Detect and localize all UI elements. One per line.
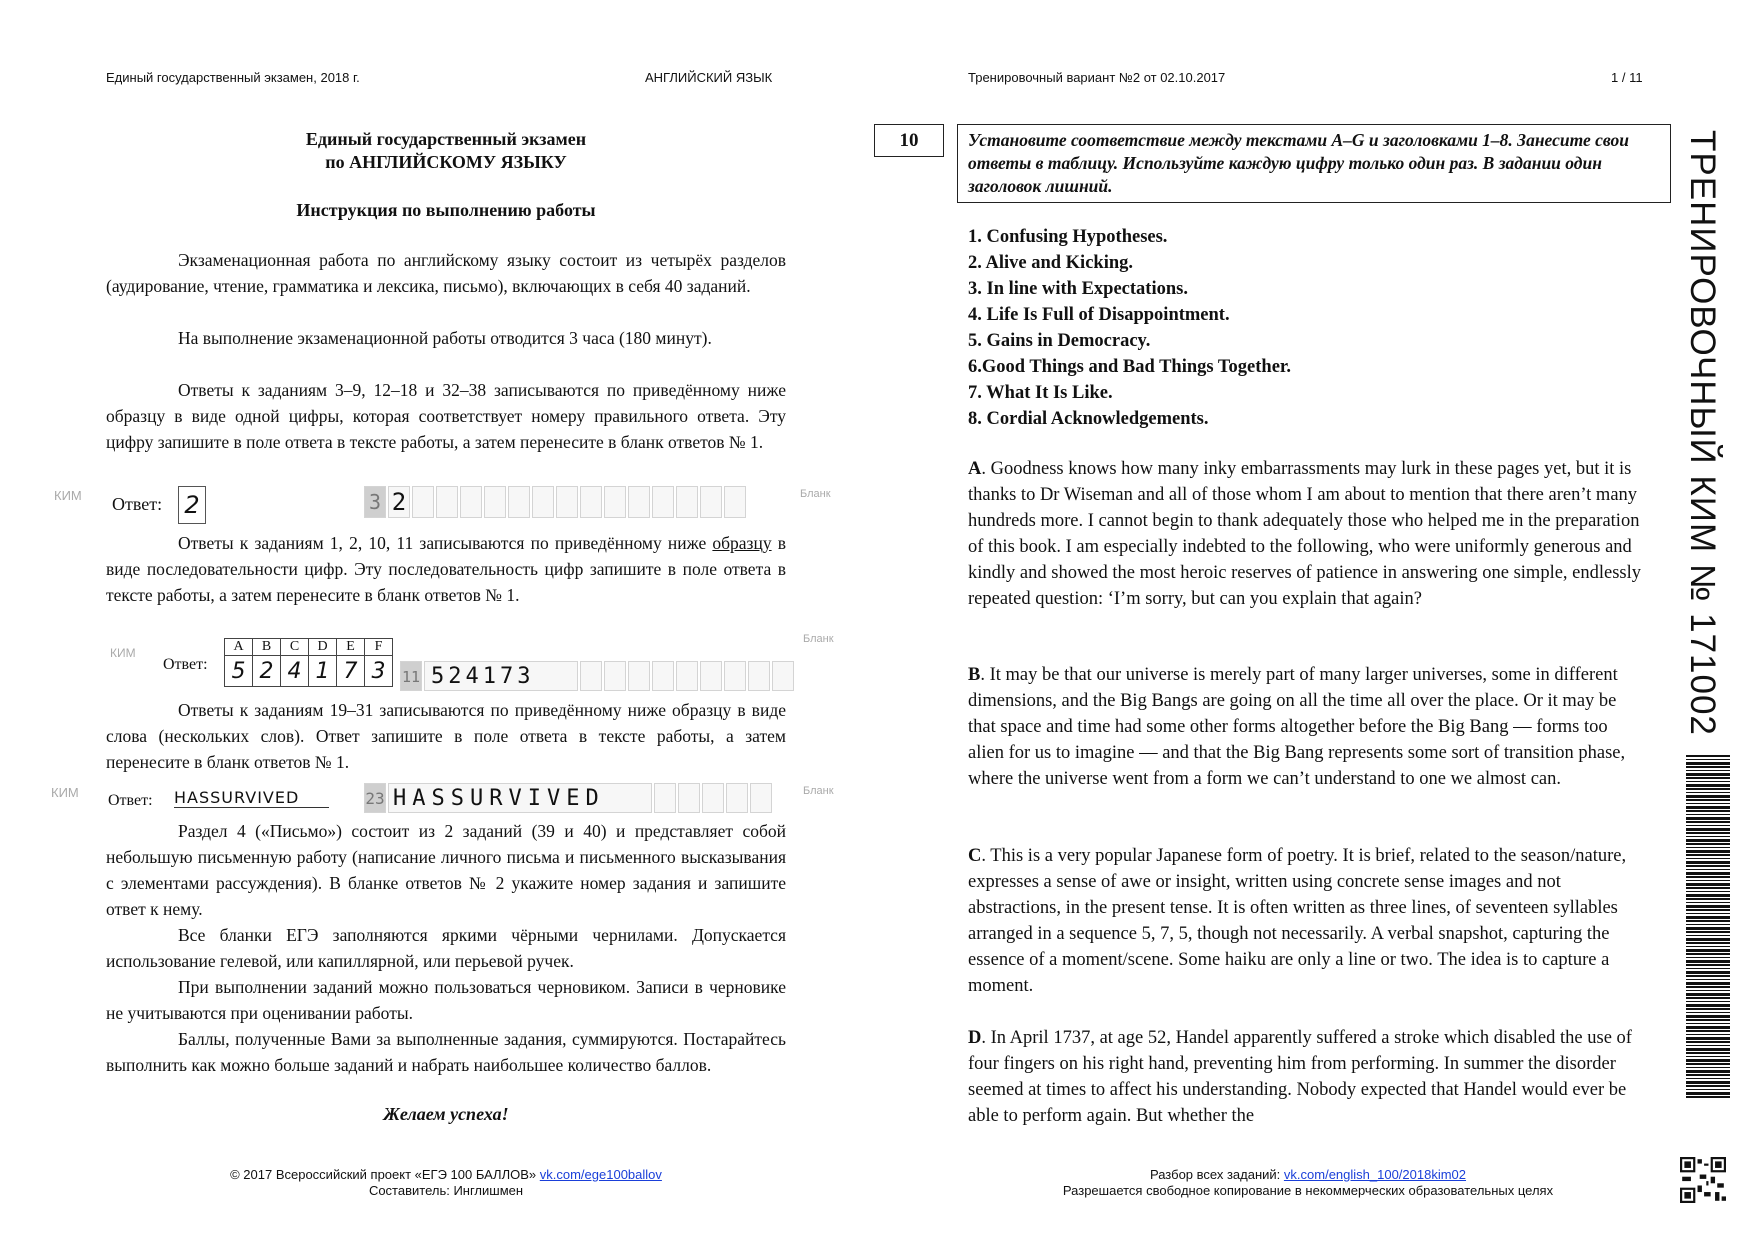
empty-cell	[580, 661, 602, 691]
empty-cell	[508, 486, 530, 518]
kim-label: КИМ	[51, 785, 79, 800]
text-b: B. It may be that our universe is merely part of many larger universes, some in different dimensions, and the Big Bangs are going on all the time all over the place. Or it may be that space and time had some other forms altogether before the Big Bang — forms too alien for us to imagine — and that the Big Bang represents some sort of transition phase, where the universe went from a form we can’t understand to one we almost can.	[968, 665, 1626, 789]
blank-label: Бланк	[800, 488, 831, 500]
answer-table	[224, 638, 393, 687]
list-item: 5. Gains in Democracy.	[968, 331, 1151, 351]
answer-label: Ответ:	[163, 656, 208, 673]
letter-cell: E	[337, 639, 365, 656]
empty-cell	[676, 486, 698, 518]
letter-cell: D	[309, 639, 337, 656]
headings-list	[968, 224, 1628, 432]
task-instruction: Установите соответствие между текстами A–G и заголовками 1–8. Занесите свои ответы в таблицу. Используйте каждую цифру только один раз. В задании один заголовок лишний.	[957, 124, 1671, 203]
paragraph: На выполнение экзаменационной работы отводится 3 часа (180 минут).	[178, 328, 712, 348]
empty-cell	[604, 661, 626, 691]
empty-cell	[556, 486, 578, 518]
task-number-cell: 23	[364, 783, 386, 813]
blank-answer-grid	[400, 661, 796, 691]
empty-cell	[412, 486, 434, 518]
footer-vk-link[interactable]: vk.com/ege100ballov	[539, 1167, 662, 1182]
empty-cell	[628, 661, 650, 691]
footer-copyright: Разрешается свободное копирование в некоммерческих образовательных целях	[1062, 1183, 1554, 1198]
empty-cell	[436, 486, 458, 518]
empty-cell	[628, 486, 650, 518]
blank-answer-grid	[364, 486, 748, 520]
empty-cell	[726, 783, 748, 813]
empty-cell	[700, 486, 722, 518]
sample-link[interactable]: образцу	[712, 533, 772, 553]
list-item: 6.Good Things and Bad Things Together.	[968, 357, 1292, 377]
empty-cell	[678, 783, 700, 813]
empty-cell	[484, 486, 506, 518]
header-subject: АНГЛИЙСКИЙ ЯЗЫК	[645, 70, 773, 85]
digit-cell: 1	[309, 656, 337, 687]
wish-text: Желаем успеха!	[383, 1104, 509, 1124]
empty-cell	[460, 486, 482, 518]
page-title: Единый государственный экзамен по АНГЛИЙСКОМУ ЯЗЫКУ	[305, 129, 587, 172]
blank-label: Бланк	[803, 785, 834, 797]
empty-cell	[654, 783, 676, 813]
answer-word-cell: HASSURVIVED	[388, 783, 652, 813]
empty-cell	[676, 661, 698, 691]
empty-cell	[700, 661, 722, 691]
letter-cell: C	[281, 639, 309, 656]
header-page-number: 1 / 11	[1611, 70, 1643, 85]
paragraph: Ответы к заданиям 3–9, 12–18 и 32–38 записываются по приведённому ниже образцу в виде одной цифры, которая соответствует номеру правильного ответа. Эту цифру запишите в поле ответа в тексте работы, а затем перенесите в бланк ответов № 1.	[106, 380, 786, 452]
letter-cell: F	[365, 639, 393, 656]
list-item: 7. What It Is Like.	[968, 383, 1113, 403]
letter-cell: A	[225, 639, 253, 656]
footer-analysis-link[interactable]: vk.com/english_100/2018kim02	[1283, 1167, 1467, 1182]
blank-answer-grid	[364, 783, 774, 813]
empty-cell	[724, 661, 746, 691]
empty-cell	[702, 783, 724, 813]
list-item: 1. Confusing Hypotheses.	[968, 227, 1168, 247]
digit-cell: 5	[225, 656, 253, 687]
text-c: C. This is a very popular Japanese form of poetry. It is brief, related to the season/nature, expresses a sense of awe or insight, written using concrete sense images and not abstractions, in the present tense. It is often written as three lines, of seventeen syllables arranged in a sequence 5, 7, 5, though not necessarily. A verbal snapshot, capturing the essence of a moment/scene. Some haiku are only a line or two. The idea is to capture a moment.	[968, 846, 1627, 996]
vertical-kim-title: ТРЕНИРОВОЧНЫЙ КИМ № 171002	[1683, 130, 1722, 736]
answer-line: HASSURVIVED	[174, 788, 329, 808]
empty-cell	[580, 486, 602, 518]
blank-label: Бланк	[803, 633, 834, 645]
empty-cell	[652, 661, 674, 691]
instruction-heading: Инструкция по выполнению работы	[296, 200, 596, 220]
digit-cell: 7	[337, 656, 365, 687]
task-number-cell: 3	[364, 486, 386, 518]
empty-cell	[532, 486, 554, 518]
letter-cell: B	[253, 639, 281, 656]
footer-author: Составитель: Инглишмен	[368, 1183, 524, 1198]
answer-label: Ответ:	[108, 792, 153, 809]
paragraph: Ответы к заданиям 1, 2, 10, 11 записываются по приведённому ниже образцу в виде последовательности цифр. Эту последовательность цифр запишите в поле ответа в тексте работы, а затем перенесите в бланк ответов № 1.	[106, 533, 787, 605]
digit-cell: 3	[365, 656, 393, 687]
answer-sequence-cell: 524173	[424, 661, 578, 691]
paragraph: Баллы, полученные Вами за выполненные задания, суммируются. Постарайтесь выполнить как можно больше заданий и набрать наибольшее количество баллов.	[106, 1029, 786, 1075]
empty-cell	[748, 661, 770, 691]
digit-cell: 4	[281, 656, 309, 687]
qr-code-icon	[1680, 1157, 1726, 1203]
empty-cell	[724, 486, 746, 518]
text-d: D. In April 1737, at age 52, Handel apparently suffered a stroke which disabled the use of four fingers on his right hand, preventing him from performing. In summer the disorder seemed at times to affect his understanding. Nobody expected that Handel would ever be able to perform again. But whether the	[968, 1028, 1632, 1126]
answer-cell: 2	[388, 486, 410, 518]
paragraph: Экзаменационная работа по английскому языку состоит из четырёх разделов (аудирование, чтение, грамматика и лексика, письмо), включающих в себя 40 заданий.	[106, 250, 786, 296]
paragraph: Раздел 4 («Письмо») состоит из 2 заданий (39 и 40) и представляет собой небольшую письменную работу (написание личного письма и письменного высказывания с элементами рассуждения). В бланке ответов № 2 укажите номер задания и запишите ответ к нему.	[106, 821, 786, 919]
list-item: 8. Cordial Acknowledgements.	[968, 409, 1209, 429]
task-number-box: 10	[874, 124, 944, 157]
header-exam-title: Единый государственный экзамен, 2018 г.	[106, 70, 360, 85]
task-number-cell: 11	[400, 661, 422, 691]
text-a: A. Goodness knows how many inky embarrassments may lurk in these pages yet, but it is thanks to Dr Wiseman and all of those whom I am about to mention that there aren’t many hundreds more. I cannot begin to thank adequately those who helped me in the preparation of this book. I am especially indebted to the following, who were uniformly generous and kindly and showed the most heroic reserves of patience in answering one simple, endlessly repeated question: ‘I’m sorry, but can you explain that again?	[968, 459, 1642, 609]
footer-project: © 2017 Всероссийский проект «ЕГЭ 100 БАЛЛОВ» vk.com/ege100ballov	[230, 1167, 662, 1182]
list-item: 4. Life Is Full of Disappointment.	[968, 305, 1230, 325]
digit-cell: 2	[253, 656, 281, 687]
list-item: 3. In line with Expectations.	[968, 279, 1188, 299]
answer-box: 2	[178, 486, 206, 524]
empty-cell	[772, 661, 794, 691]
paragraph: Ответы к заданиям 19–31 записываются по приведённому ниже образцу в виде слова (нескольких слов). Ответ запишите в поле ответа в тексте работы, а затем перенесите в бланк ответов № 1.	[106, 700, 786, 772]
paragraph: Все бланки ЕГЭ заполняются яркими чёрными чернилами. Допускается использование гелевой, или капиллярной, или перьевой ручек.	[106, 925, 786, 971]
barcode-icon	[1686, 755, 1730, 1100]
list-item: 2. Alive and Kicking.	[968, 253, 1133, 273]
footer-analysis: Разбор всех заданий: vk.com/english_100/2018kim02	[1149, 1167, 1467, 1182]
answer-label: Ответ:	[112, 494, 163, 514]
empty-cell	[652, 486, 674, 518]
kim-label: КИМ	[54, 488, 82, 503]
empty-cell	[750, 783, 772, 813]
paragraph: При выполнении заданий можно пользоваться черновиком. Записи в черновике не учитываются при оценивании работы.	[106, 977, 786, 1023]
kim-label: КИМ	[110, 646, 136, 660]
header-variant: Тренировочный вариант №2 от 02.10.2017	[968, 70, 1226, 85]
empty-cell	[604, 486, 626, 518]
